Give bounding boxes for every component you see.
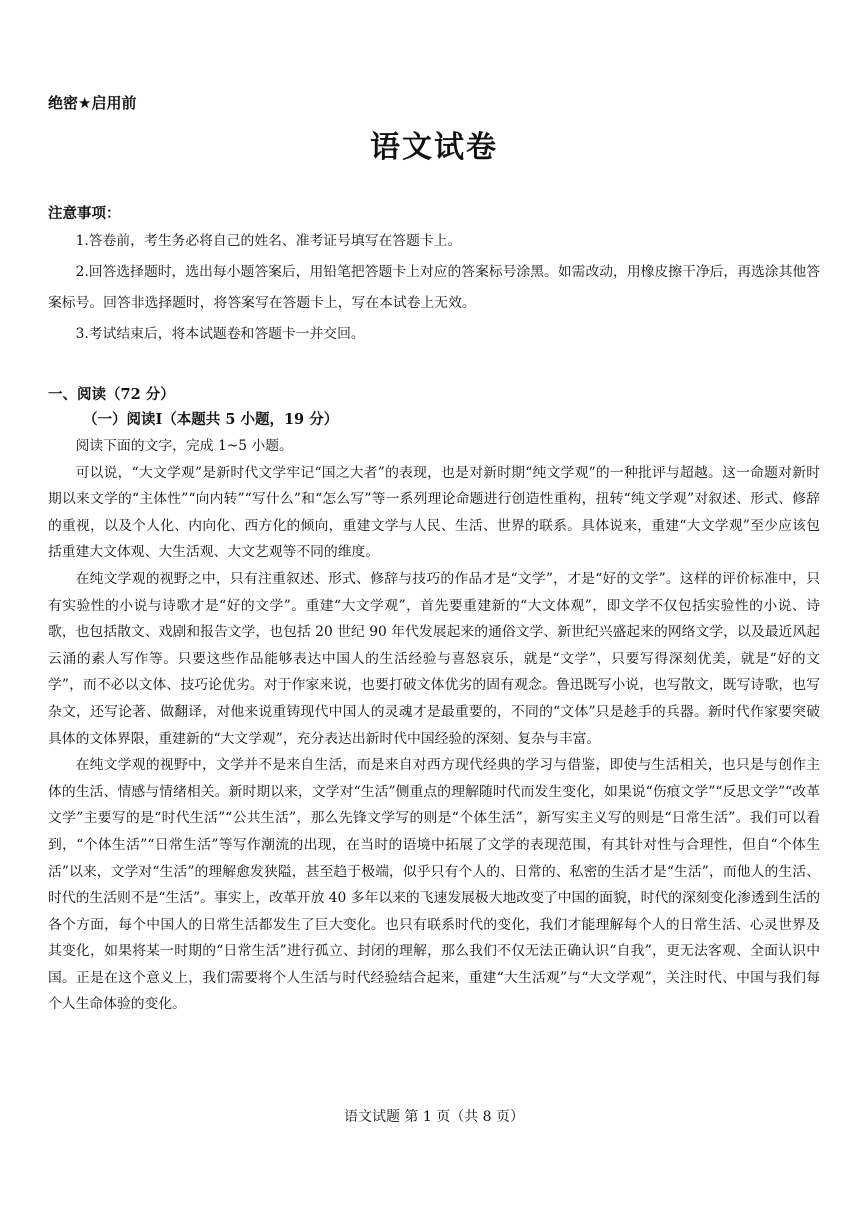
page-footer: 语文试题 第 1 页（共 8 页） [343,1109,525,1125]
notice-item: 2.回答选择题时，选出每小题答案后，用铅笔把答题卡上对应的答案标号涂黑。如需改动，用橡皮擦干净后，再选涂其他答案标号。回答非选择题时，将答案写在答题卡上，写在本试卷上无效。 [48,264,820,311]
secret-label: 绝密★启用前 [48,94,137,112]
passage-paragraph: 在纯文学观的视野中，文学并不是来自生活，而是来自对西方现代经典的学习与借鉴，即使与生活相关，也只是与创作主体的生活、情感与情绪相关。新时期以来，文学对“生活”侧重点的理解随时代而发生变化，如果说“伤痕文学”“反思文学”“改革文学”主要写的是“时代生活”“公共生活”，那么先锋文学写的则是“个体生活”，新写实主义写的则是“日常生活”。我们可以看到，“个体生活”“日常生活”等写作潮流的出现，在当时的语境中拓展了文学的表现范围，有其针对性与合理性，但自“个体生活”以来，文学对“生活”的理解愈发狭隘，甚至趋于极端，似乎只有个人的、日常的、私密的生活才是“生活”，而他人的生活、时代的生活则不是“生活”。事实上，改革开放 40 多年以来的飞速发展极大地改变了中国的面貌，时代的深刻变化渗透到生活的各个方面，每个中国人的日常生活都发生了巨大变化。也只有联系时代的变化，我们才能理解每个人的日常生活、心灵世界及其变化，如果将某一时期的“日常生活”进行孤立、封闭的理解，那么我们不仅无法正确认识“自我”，更无法客观、全面认识中国。正是在这个意义上，我们需要将个人生活与时代经验结合起来，重建“大生活观”与“大文学观”，关注时代、中国与我们每个人生命体验的变化。 [48,757,820,1013]
passage-paragraph: 在纯文学观的视野之中，只有注重叙述、形式、修辞与技巧的作品才是“文学”，才是“好的文学”。这样的评价标准中，只有实验性的小说与诗歌才是“好的文学”。重建“大文学观”，首先要重建新的“大文体观”，即文学不仅包括实验性的小说、诗歌，也包括散文、戏剧和报告文学，也包括 20 世纪 90 年代发展起来的通俗文学、新世纪兴盛起来的网络文学，以及最近风起云涌的素人写作等。只要这些作品能够表达中国人的生活经验与喜怒哀乐，就是“文学”，只要写得深刻优美，就是“好的文学”，而不必以文体、技巧论优劣。对于作家来说，也要打破文体优劣的固有观念。鲁迅既写小说，也写散文，既写诗歌，也写杂文，还写论著、做翻译，对他来说重铸现代中国人的灵魂才是最重要的，不同的“文体”只是趁手的兵器。新时代作家要突破具体的文体界限，重建新的“大文学观”，充分表达出新时代中国经验的深刻、复杂与丰富。 [48,570,820,747]
notice-heading: 注意事项： [48,206,121,222]
notice-item: 3.考试结束后，将本试题卷和答题卡一并交回。 [75,326,365,342]
sub-section-heading: （一）阅读Ⅰ（本题共 5 小题，19 分） [83,411,339,428]
passage-paragraph: 可以说，“大文学观”是新时代文学牢记“国之大者”的表现，也是对新时期“纯文学观”的一种批评与超越。这一命题对新时期以来文学的“主体性”“向内转”“写什么”和“怎么写”等一系列理论命题进行创造性重构，扭转“纯文学观”对叙述、形式、修辞的重视，以及个人化、内向化、西方化的倾向，重建文学与人民、生活、世界的联系。具体说来，重建“大文学观”至少应该包括重建大文体观、大生活观、大文艺观等不同的维度。 [48,464,820,561]
page-title: 语文试卷 [370,130,498,165]
reading-passage [48,433,820,1018]
section-heading: 一、阅读（72 分） [48,386,175,403]
instruction: 阅读下面的文字，完成 1~5 小题。 [75,438,293,454]
notice-list [48,226,820,350]
notice-item: 1.答卷前，考生务必将自己的姓名、准考证号填写在答题卡上。 [75,233,462,249]
